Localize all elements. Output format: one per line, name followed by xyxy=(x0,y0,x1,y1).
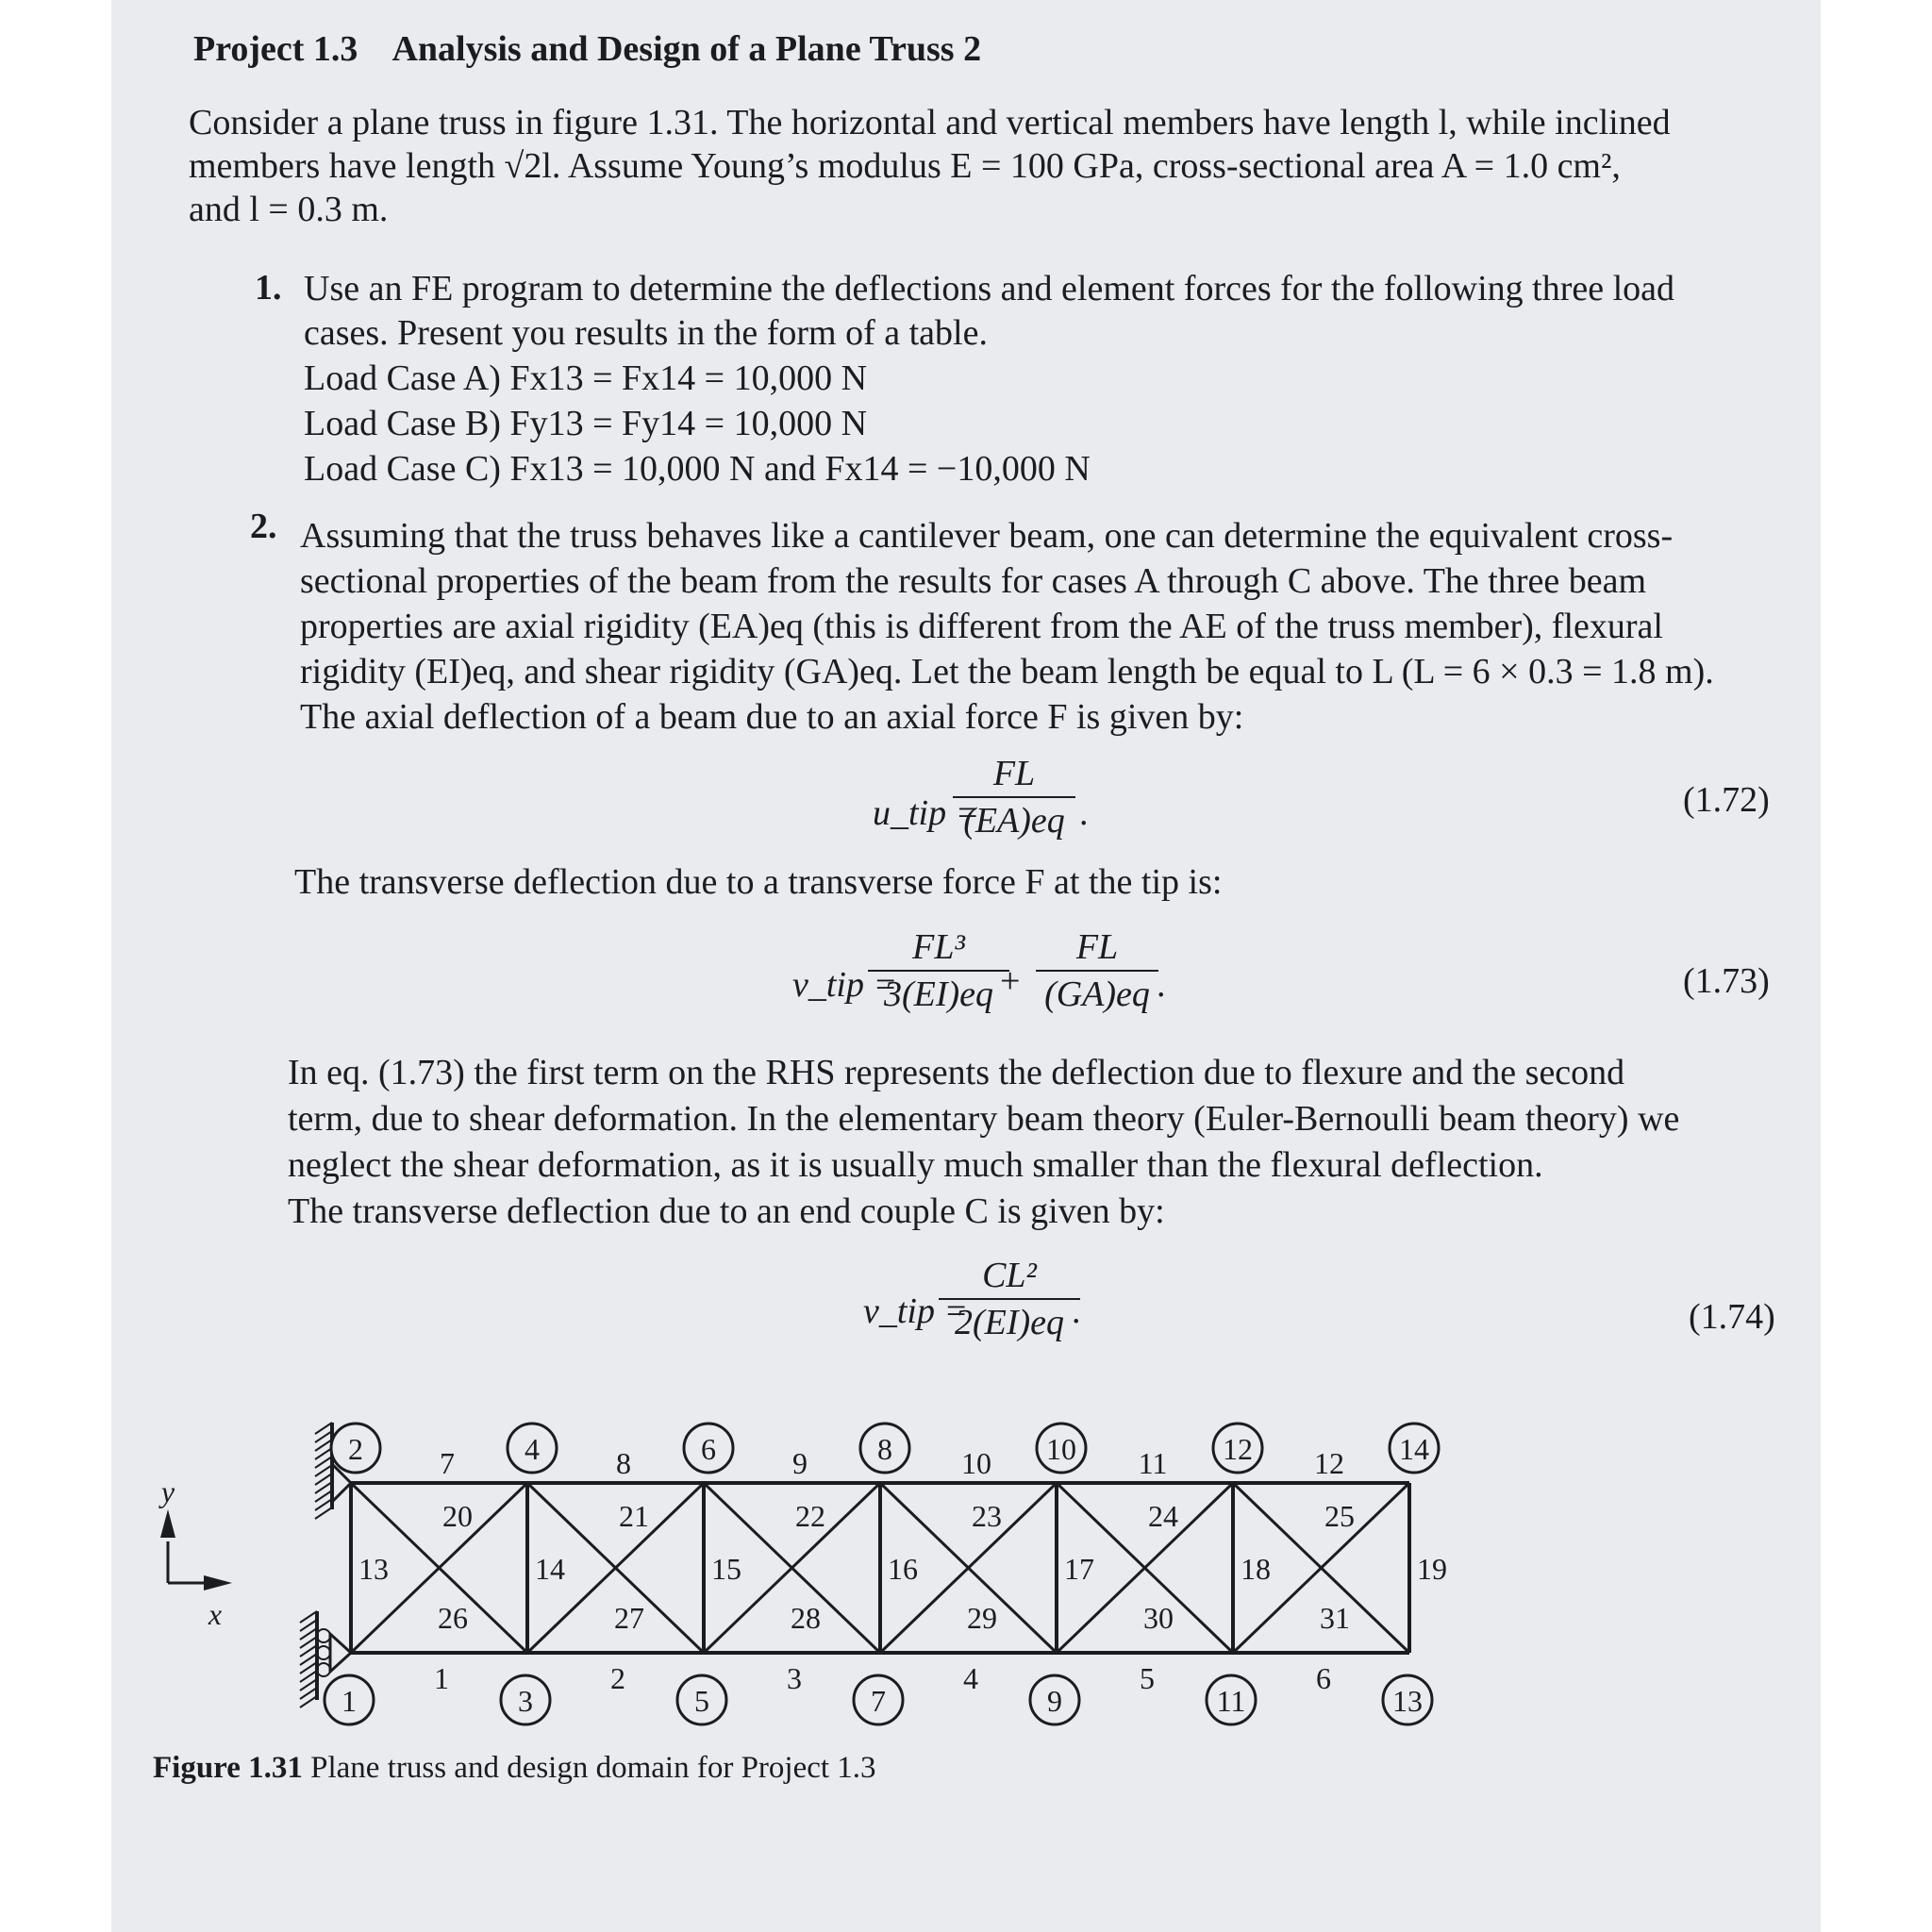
eq2-numerator-1: FL³ xyxy=(912,927,965,967)
item1-line-1: Use an FE program to determine the deflections and element forces for the following three load xyxy=(304,269,1674,308)
member-label-diagonal-lower: 28 xyxy=(791,1601,821,1635)
eq3-numerator: CL² xyxy=(982,1256,1037,1295)
eq3-number: (1.74) xyxy=(1689,1297,1775,1337)
node-label-bottom: 5 xyxy=(694,1684,709,1718)
member-label-diagonal-lower: 27 xyxy=(614,1601,644,1635)
eq1-numerator: FL xyxy=(992,754,1036,793)
member-label-top: 12 xyxy=(1314,1446,1344,1480)
y-axis-arrowhead xyxy=(160,1509,175,1538)
node-label-bottom: 9 xyxy=(1047,1684,1062,1718)
eq3-trail: . xyxy=(1072,1291,1081,1331)
node-label-bottom: 13 xyxy=(1392,1684,1423,1718)
member-label-diagonal-upper: 24 xyxy=(1148,1499,1178,1533)
member-label-diagonal-upper: 23 xyxy=(972,1499,1002,1533)
member-label-diagonal-lower: 31 xyxy=(1320,1601,1350,1635)
member-label-bottom: 1 xyxy=(434,1661,449,1695)
member-label-vertical: 15 xyxy=(711,1552,741,1586)
member-label-vertical: 16 xyxy=(888,1552,918,1586)
x-axis-label: x xyxy=(208,1597,223,1631)
member-label-top: 7 xyxy=(440,1446,455,1480)
node-label-top: 12 xyxy=(1223,1432,1253,1466)
node-label-bottom: 1 xyxy=(341,1684,357,1718)
node-label-bottom: 7 xyxy=(871,1684,886,1718)
member-label-diagonal-upper: 25 xyxy=(1324,1499,1355,1533)
eq1-lhs: u_tip = xyxy=(873,793,980,833)
intro-line-1: Consider a plane truss in figure 1.31. The horizontal and vertical members have length l, while inclined xyxy=(189,103,1671,142)
project-title: Analysis and Design of a Plane Truss 2 xyxy=(391,29,982,69)
item2-after-eq2-line-1: In eq. (1.73) the first term on the RHS represents the deflection due to flexure and the second xyxy=(288,1053,1625,1092)
eq2-denominator-2: (GA)eq xyxy=(1044,974,1150,1014)
roller-wheel-1 xyxy=(317,1629,330,1642)
member-label-bottom: 3 xyxy=(787,1661,802,1695)
node-label-top: 2 xyxy=(348,1432,363,1466)
eq3-denominator: 2(EI)eq xyxy=(954,1303,1065,1342)
eq1-trail: . xyxy=(1079,793,1089,833)
project-label: Project 1.3 xyxy=(193,29,358,69)
figure-caption xyxy=(153,1751,876,1786)
node-label-bottom: 3 xyxy=(518,1684,533,1718)
intro-line-2: members have length √2l. Assume Young’s modulus E = 100 GPa, cross-sectional area A = 1.0 cm², xyxy=(189,146,1621,186)
item2-after-eq2-line-2: term, due to shear deformation. In the elementary beam theory (Euler-Bernoulli beam theory) we xyxy=(288,1099,1680,1139)
roller-wheel-2 xyxy=(317,1646,330,1659)
node-label-top: 10 xyxy=(1046,1432,1076,1466)
item2-after-eq2-line-3: neglect the shear deformation, as it is usually much smaller than the flexural deflection. xyxy=(288,1145,1543,1185)
item1-number: 1. xyxy=(255,268,282,308)
item2-line-3: properties are axial rigidity (EA)eq (this is different from the AE of the truss member), flexural xyxy=(300,607,1663,646)
node-label-bottom: 11 xyxy=(1216,1684,1246,1718)
eq2-lhs: v_tip = xyxy=(792,965,898,1005)
member-label-diagonal-upper: 21 xyxy=(619,1499,649,1533)
member-label-top: 8 xyxy=(616,1446,631,1480)
y-axis-label: y xyxy=(160,1474,175,1508)
eq2-number: (1.73) xyxy=(1683,961,1770,1001)
load-case-b: Load Case B) Fy13 = Fy14 = 10,000 N xyxy=(304,404,868,443)
load-case-a: Load Case A) Fx13 = Fx14 = 10,000 N xyxy=(304,358,868,398)
eq2-trail: . xyxy=(1157,965,1166,1005)
member-label-top: 11 xyxy=(1138,1446,1168,1480)
item2-line-4: rigidity (EI)eq, and shear rigidity (GA)eq. Let the beam length be equal to L (L = 6 × 0.3 = 1.8 m). xyxy=(300,652,1714,691)
item2-line-5: The axial deflection of a beam due to an axial force F is given by: xyxy=(300,697,1244,737)
member-label-top: 10 xyxy=(961,1446,991,1480)
member-label-vertical: 18 xyxy=(1241,1552,1271,1586)
member-label-bottom: 6 xyxy=(1316,1661,1331,1695)
figure-caption-text: Plane truss and design domain for Project 1.3 xyxy=(310,1751,876,1785)
eq1-denominator: (EA)eq xyxy=(963,801,1065,841)
member-label-top: 9 xyxy=(792,1446,808,1480)
node-label-top: 14 xyxy=(1399,1432,1429,1466)
member-label-vertical: 13 xyxy=(358,1552,389,1586)
eq1-number: (1.72) xyxy=(1683,780,1770,820)
member-label-bottom: 2 xyxy=(610,1661,625,1695)
member-label-diagonal-upper: 20 xyxy=(442,1499,473,1533)
member-label-bottom: 5 xyxy=(1140,1661,1155,1695)
member-label-vertical: 19 xyxy=(1417,1552,1447,1586)
x-axis-arrowhead xyxy=(204,1575,232,1591)
node-label-top: 6 xyxy=(701,1432,716,1466)
member-label-diagonal-upper: 22 xyxy=(795,1499,825,1533)
item2-after-eq1: The transverse deflection due to a transverse force F at the tip is: xyxy=(294,862,1223,902)
roller-support-node-1 xyxy=(330,1634,351,1672)
figure-caption-label: Figure 1.31 xyxy=(153,1751,303,1785)
intro-line-3: and l = 0.3 m. xyxy=(189,190,389,229)
item2-after-eq2-line-4: The transverse deflection due to an end couple C is given by: xyxy=(288,1191,1165,1231)
member-label-vertical: 17 xyxy=(1064,1552,1094,1586)
item2-number: 2. xyxy=(250,507,277,546)
eq2-denominator-1: 3(EI)eq xyxy=(883,974,994,1014)
item1-line-2: cases. Present you results in the form of a table. xyxy=(304,313,988,353)
node-label-top: 8 xyxy=(877,1432,892,1466)
roller-wheel-3 xyxy=(317,1663,330,1676)
node-label-top: 4 xyxy=(525,1432,540,1466)
eq3-lhs: v_tip = xyxy=(863,1291,969,1331)
member-label-diagonal-lower: 30 xyxy=(1143,1601,1174,1635)
load-case-c: Load Case C) Fx13 = 10,000 N and Fx14 = −10,000 N xyxy=(304,449,1091,489)
member-label-vertical: 14 xyxy=(535,1552,565,1586)
eq2-plus: + xyxy=(1000,961,1021,1001)
item2-line-2: sectional properties of the beam from the results for cases A through C above. The three beam xyxy=(300,561,1647,601)
item2-line-1: Assuming that the truss behaves like a cantilever beam, one can determine the equivalent cross- xyxy=(300,516,1674,556)
member-label-diagonal-lower: 29 xyxy=(967,1601,997,1635)
member-label-diagonal-lower: 26 xyxy=(438,1601,468,1635)
member-label-bottom: 4 xyxy=(963,1661,978,1695)
eq2-numerator-2: FL xyxy=(1075,927,1119,967)
